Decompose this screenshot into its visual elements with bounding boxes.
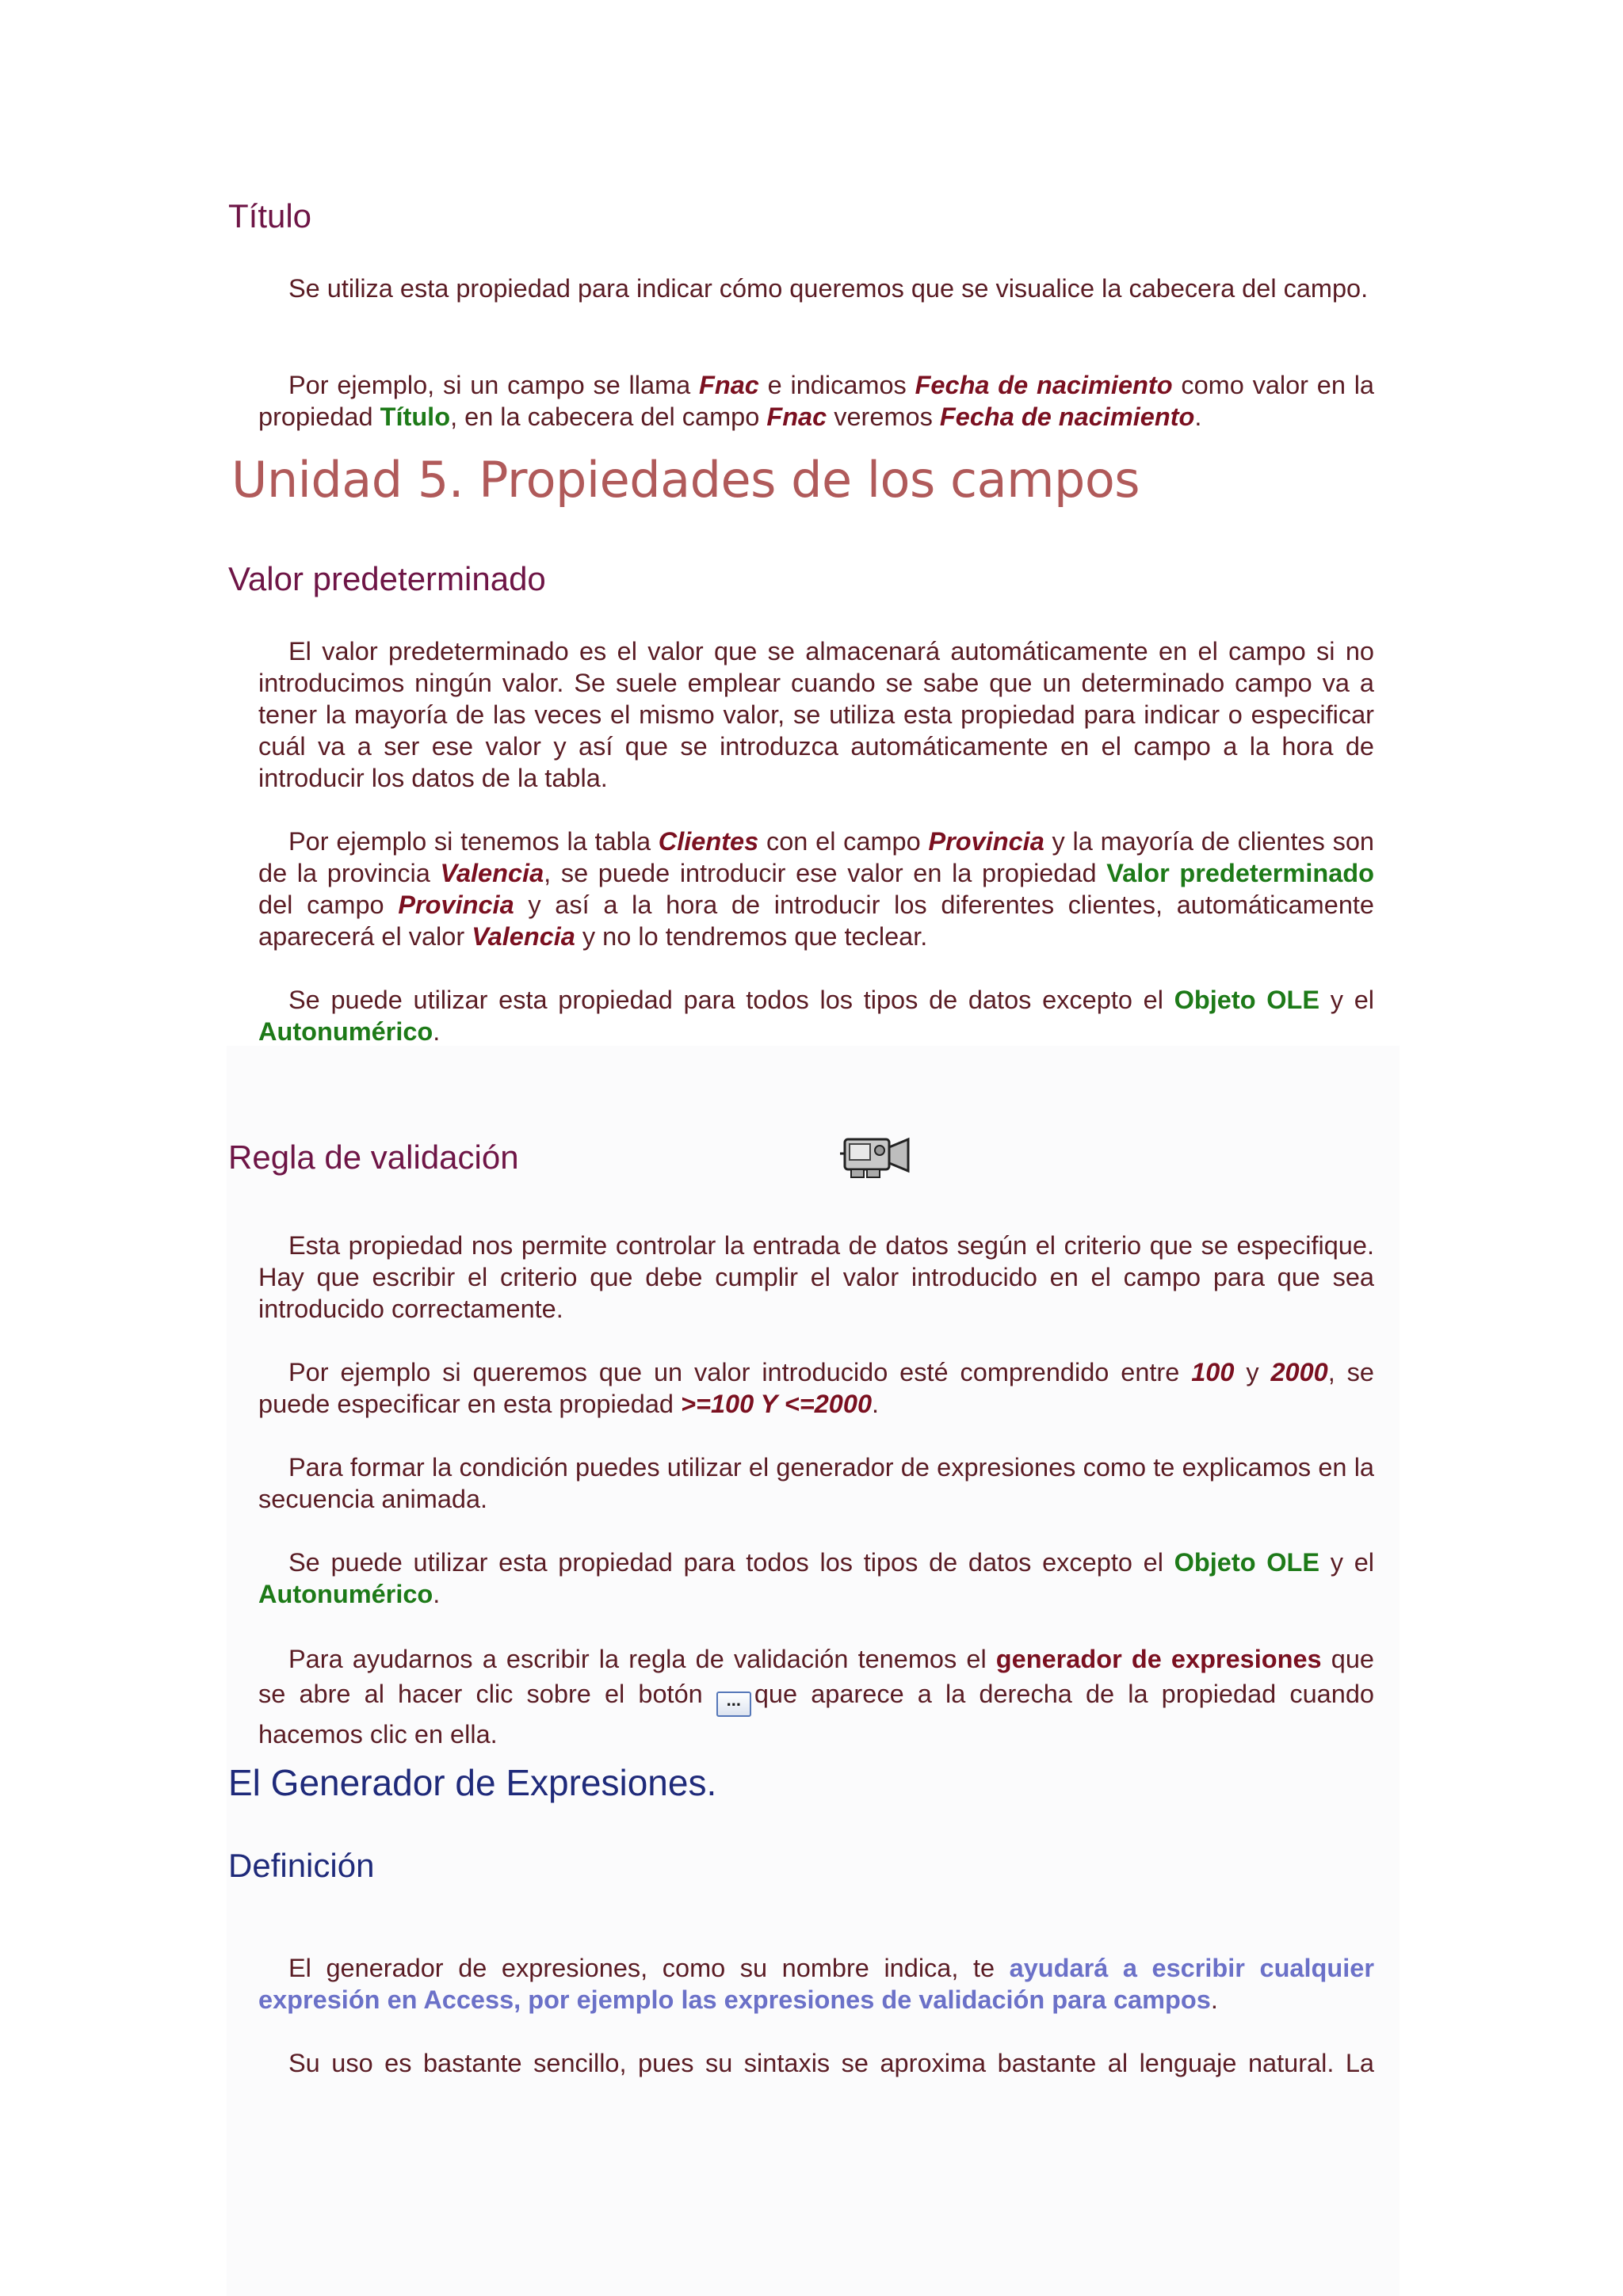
valor-paragraph-2: Por ejemplo si tenemos la tabla Clientes con el campo Provincia y la mayoría de clientes son de la provincia Valencia, se puede introducir ese valor en la propiedad Valor predeterminado del campo Provincia y así a la hora de introducir los diferentes clientes, automáticamente aparecerá el valor Valencia y no lo tendremos que teclear.	[258, 827, 1374, 951]
regla-paragraph-4: Se puede utilizar esta propiedad para todos los tipos de datos excepto el Objeto OLE y el Autonumérico.	[258, 1548, 1375, 1608]
valor-predeterminado-heading: Valor predeterminado	[228, 560, 546, 597]
definicion-subheading: Definición	[228, 1847, 375, 1884]
valor-paragraph-1: El valor predeterminado es el valor que se almacenará automáticamente en el campo si no introducimos ningún valor. Se suele emplear cuando se sabe que un determinado campo va a tener la mayoría de las veces el mismo valor, se utiliza esta propiedad para indicar o especificar cuál va a ser ese valor y así que se introduzca automáticamente en el campo a la hora de introducir los datos de la tabla.	[258, 637, 1374, 792]
unit-title: Unidad 5. Propiedades de los campos	[231, 451, 1140, 509]
valor-paragraph-3: Se puede utilizar esta propiedad para todos los tipos de datos excepto el Objeto OLE y el Autonumérico.	[258, 986, 1375, 1046]
regla-paragraph-2: Por ejemplo si queremos que un valor introducido esté comprendido entre 100 y 2000, se puede especificar en esta propiedad >=100 Y <=2000.	[258, 1358, 1374, 1418]
generador-heading: El Generador de Expresiones.	[228, 1762, 717, 1803]
video-camera-icon[interactable]	[840, 1131, 913, 1185]
generador-paragraph-2: Su uso es bastante sencillo, pues su sintaxis se aproxima bastante al lenguaje natural. La	[288, 2049, 1374, 2077]
expression-builder-button[interactable]: ...	[716, 1691, 751, 1717]
regla-paragraph-1: Esta propiedad nos permite controlar la entrada de datos según el criterio que se especifique. Hay que escribir el criterio que debe cumplir el valor introducido en el campo para que sea introducido correctamente.	[258, 1231, 1374, 1323]
titulo-paragraph-2: Por ejemplo, si un campo se llama Fnac e indicamos Fecha de nacimiento como valor en la propiedad Título, en la cabecera del campo Fnac veremos Fecha de nacimiento.	[258, 371, 1375, 431]
titulo-paragraph-1: Se utiliza esta propiedad para indicar cómo queremos que se visualice la cabecera del campo.	[288, 274, 1369, 303]
regla-validacion-heading: Regla de validación	[228, 1138, 519, 1176]
generador-paragraph-1: El generador de expresiones, como su nombre indica, te ayudará a escribir cualquier expresión en Access, por ejemplo las expresiones de validación para campos.	[258, 1954, 1374, 2014]
regla-paragraph-5: Para ayudarnos a escribir la regla de validación tenemos el generador de expresiones que se abre al hacer clic sobre el botón ... que aparece a la derecha de la propiedad cuando hacemos clic en ella.	[258, 1645, 1374, 1749]
titulo-heading: Título	[228, 197, 312, 235]
regla-paragraph-3: Para formar la condición puedes utilizar el generador de expresiones como te explicamos en la secuencia animada.	[258, 1453, 1374, 1513]
